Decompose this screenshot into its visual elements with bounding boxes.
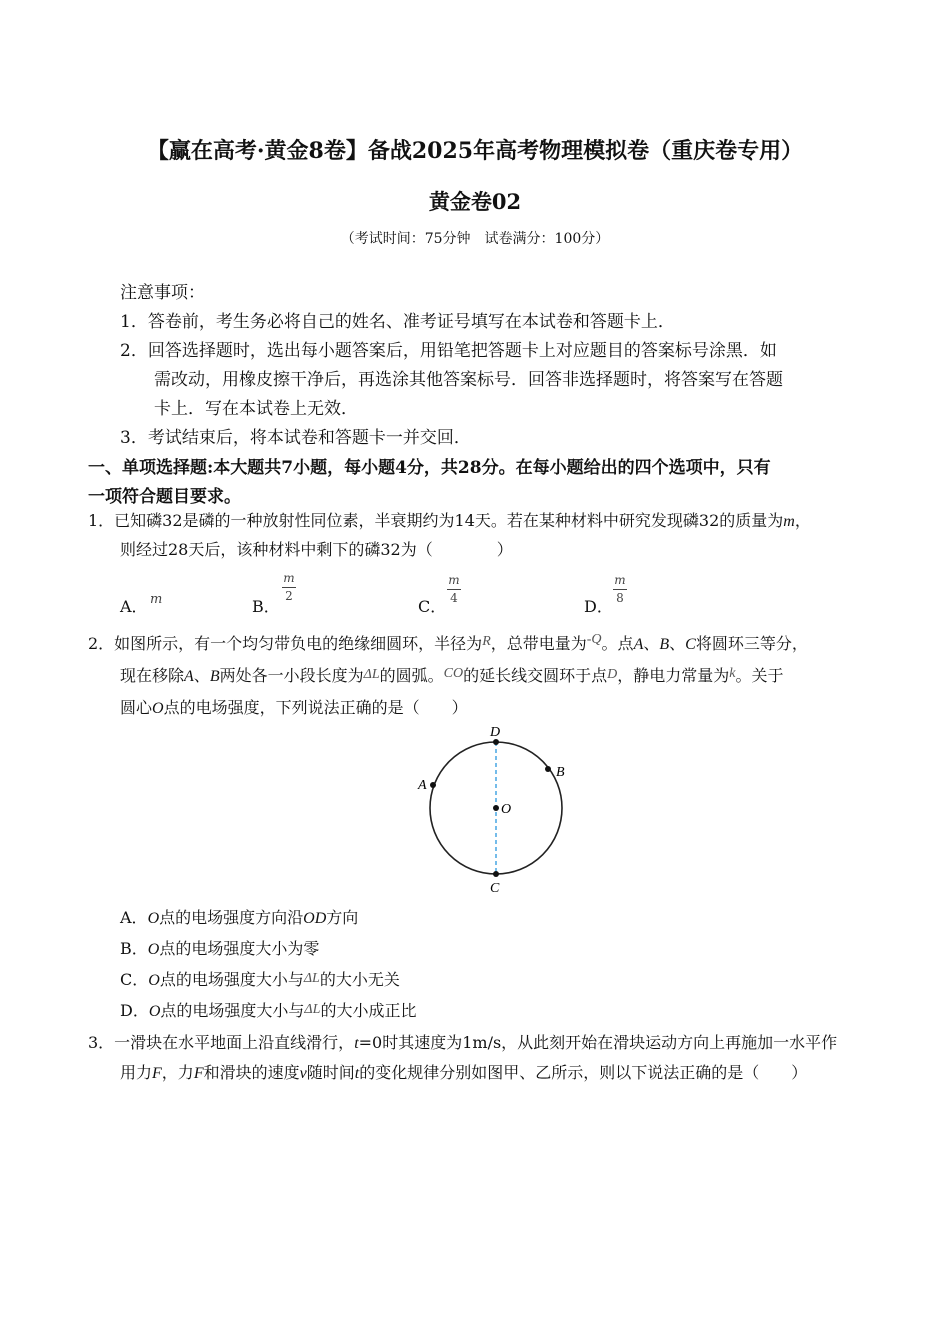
q3-var-v: v [299, 1065, 307, 1082]
q2-option-c-text: 点的电场强度大小与 [159, 970, 304, 989]
label-d: D [490, 725, 501, 740]
q2-var-dl: ΔL [304, 1002, 321, 1017]
q2-text: 圆心 [120, 698, 153, 717]
q2-text: 。关于 [735, 666, 784, 685]
notes-heading: 注意事项： [120, 283, 205, 303]
q2-option-a [120, 905, 358, 928]
q2-var-o: O [148, 972, 160, 989]
label-c: C [490, 881, 500, 896]
q1-line1 [88, 508, 811, 531]
q2-option-c-label: C． [120, 970, 149, 989]
q1-option-c-fraction [447, 574, 461, 605]
q1-option-a-value: m [150, 592, 163, 607]
q2-var-o: O [148, 1003, 161, 1020]
q2-var-a: A [633, 636, 644, 653]
q3-var-f: F [193, 1065, 204, 1082]
q3-line2 [120, 1060, 807, 1083]
q2-option-d-text: 点的电场强度大小与 [160, 1001, 305, 1020]
q3-text: 的变化规律分别如图甲、乙所示，则以下说法正确的是（ ） [359, 1063, 808, 1082]
q1-option-c-den: 4 [450, 591, 458, 605]
note-item-2: 2．回答选择题时，选出每小题答案后，用铅笔把答题卡上对应题目的答案标号涂黑．如 [120, 341, 777, 361]
q2-option-b [120, 936, 319, 959]
q2-text: ，静电力常量为 [617, 666, 730, 685]
q3-line1 [88, 1030, 837, 1053]
q2-var-o: O [147, 910, 160, 927]
q1-option-d: D． [584, 597, 613, 616]
q2-var-dl: ΔL [363, 667, 380, 682]
q2-var-c: C [685, 636, 696, 653]
q3-var-t: t [354, 1035, 359, 1052]
q2-line1 [88, 631, 808, 654]
q2-text: 的圆弧。 [379, 666, 444, 685]
q2-text: 。点 [601, 634, 634, 653]
q2-var-q: -Q [586, 632, 602, 647]
q2-var-b: B [209, 668, 220, 685]
q3-text: 随时间 [306, 1063, 355, 1082]
q2-option-c [120, 967, 400, 990]
q2-option-b-text: 点的电场强度大小为零 [159, 939, 320, 958]
q1-option-a [120, 594, 148, 617]
q2-var-co: CO [443, 666, 464, 681]
q1-option-d-num: m [614, 573, 626, 587]
q2-text: 、 [193, 666, 210, 685]
q2-var-d: D [607, 667, 618, 682]
q2-line3 [120, 695, 468, 718]
exam-subtitle: 黄金卷02 [428, 189, 522, 214]
q2-option-a-text: 点的电场强度方向沿 [159, 908, 304, 927]
q1-option-d-fraction [613, 574, 627, 605]
q1-option-b: B． [252, 597, 280, 616]
q3-text: 3．一滑块在水平地面上沿直线滑行， [88, 1033, 355, 1052]
section-heading: 一、单项选择题:本大题共7小题，每小题4分，共28分。在每小题给出的四个选项中，只有 [88, 458, 771, 478]
q1-option-b-fraction [282, 572, 296, 603]
q2-line2 [120, 663, 783, 686]
q2-var-a: A [184, 668, 194, 685]
exam-meta: （考试时间：75分钟 试卷满分：100分） [340, 231, 610, 247]
q3-var-t: t [354, 1065, 360, 1082]
q1-text-end: ， [794, 511, 811, 530]
q3-var-f: F [152, 1065, 162, 1082]
q2-text: 点的电场强度，下列说法正确的是（ ） [163, 698, 468, 717]
point-a [430, 782, 436, 788]
q2-text: ，总带电量为 [490, 634, 587, 653]
q2-text: 、 [643, 634, 660, 653]
q2-var-r: R [482, 634, 491, 649]
q2-text: 现在移除 [120, 666, 185, 685]
q1-option-d-den: 8 [616, 591, 624, 605]
ring-figure [410, 718, 580, 898]
q2-var-b: B [659, 636, 670, 653]
q1-option-c: C． [418, 597, 447, 616]
q2-var-o: O [152, 700, 164, 717]
label-b: B [556, 765, 565, 780]
q2-option-d-label: D． [120, 1001, 149, 1020]
q2-text: 2．如图所示，有一个均匀带负电的绝缘细圆环，半径为 [88, 634, 483, 653]
q2-var-dl: ΔL [303, 971, 320, 986]
q2-var-o: O [147, 941, 160, 958]
q3-text: ，力 [161, 1063, 194, 1082]
exam-title: 【赢在高考·黄金8卷】备战2025年高考物理模拟卷（重庆卷专用） [146, 138, 804, 164]
q1-line2: 则经过28天后，该种材料中剩下的磷32为（ ） [120, 540, 513, 559]
note-item-2-cont2: 卡上．写在本试卷上无效． [154, 399, 358, 419]
q1-option-a-label: A． [120, 597, 148, 616]
q2-var-k: k [729, 666, 736, 681]
section-heading-cont: 一项符合题目要求。 [88, 487, 241, 507]
q1-option-b-den: 2 [285, 589, 293, 603]
q1-option-b-num: m [283, 571, 295, 585]
q2-option-c-post: 的大小无关 [319, 970, 400, 989]
q2-text: 的延长线交圆环于点 [463, 666, 608, 685]
q2-option-d [120, 998, 416, 1021]
q2-text: 两处各一小段长度为 [219, 666, 364, 685]
point-o [493, 805, 499, 811]
q3-text: 和滑块的速度 [203, 1063, 300, 1082]
q2-var-od: OD [303, 910, 327, 927]
q2-option-b-label: B． [120, 939, 148, 958]
q1-text: 1．已知磷32是磷的一种放射性同位素，半衰期约为14天。若在某种材料中研究发现磷32的质量为 [88, 511, 784, 530]
note-item-3: 3．考试结束后，将本试卷和答题卡一并交回． [120, 428, 471, 448]
q1-option-c-num: m [448, 573, 460, 587]
q3-text: =0时其速度为1m/s，从此刻开始在滑块运动方向上再施加一水平作 [358, 1033, 838, 1052]
q2-text: 、 [669, 634, 686, 653]
q2-option-d-post: 的大小成正比 [320, 1001, 417, 1020]
label-o: O [501, 802, 512, 817]
q2-option-a-post: 方向 [326, 908, 359, 927]
q2-option-a-label: A． [120, 908, 148, 927]
q3-text: 用力 [120, 1063, 153, 1082]
q2-text: 将圆环三等分， [695, 634, 808, 653]
point-b [545, 766, 551, 772]
point-c [493, 871, 499, 877]
note-item-2-cont: 需改动，用橡皮擦干净后，再选涂其他答案标号．回答非选择题时，将答案写在答题 [154, 370, 783, 390]
note-item-1: 1．答卷前，考生务必将自己的姓名、准考证号填写在本试卷和答题卡上． [120, 312, 675, 332]
q1-var-m: m [783, 513, 795, 530]
label-a: A [418, 778, 427, 793]
